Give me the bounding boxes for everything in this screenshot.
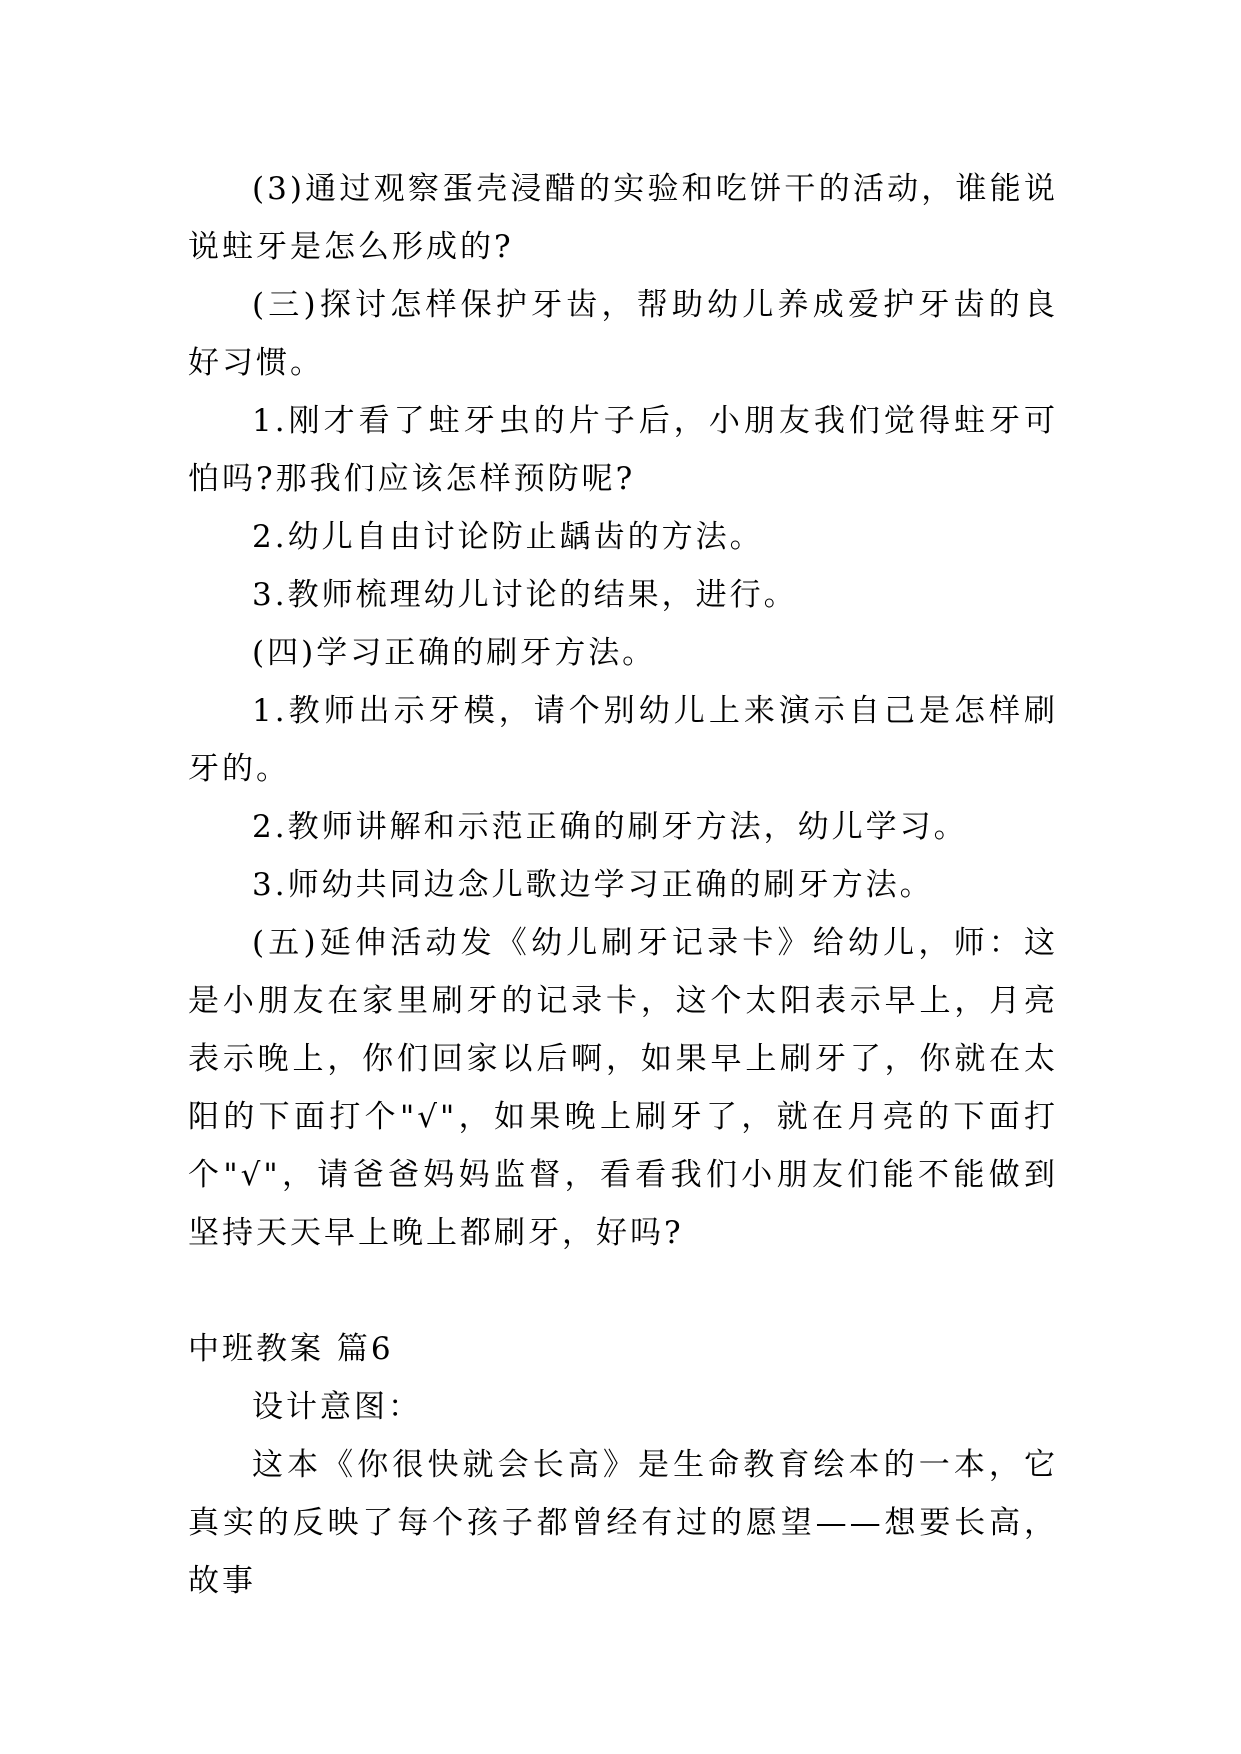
paragraph-step-1: 1.刚才看了蛀牙虫的片子后，小朋友我们觉得蛀牙可怕吗?那我们应该怎样预防呢? <box>188 403 1058 497</box>
paragraph-section-five: (五)延伸活动发《幼儿刷牙记录卡》给幼儿，师：这是小朋友在家里刷牙的记录卡，这个太阳表示早上，月亮表示晚上，你们回家以后啊，如果早上刷牙了，你就在太阳的下面打个"√"，如果晚上刷牙了，就在月亮的下面打个"√"，请爸爸妈妈监督，看看我们小朋友们能不能做到坚持天天早上晚上都刷牙，好吗? <box>188 925 1058 1251</box>
paragraph-section-three: (三)探讨怎样保护牙齿，帮助幼儿养成爱护牙齿的良好习惯。 <box>188 287 1058 381</box>
paragraph-eggshell-question: (3)通过观察蛋壳浸醋的实验和吃饼干的活动，谁能说说蛀牙是怎么形成的? <box>188 171 1058 265</box>
paragraph-section-four: (四)学习正确的刷牙方法。 <box>252 635 657 671</box>
document-page <box>188 160 1058 1610</box>
paragraph-step-3: 3.教师梳理幼儿讨论的结果，进行。 <box>252 577 798 613</box>
paragraph-brushing-step-1: 1.教师出示牙模，请个别幼儿上来演示自己是怎样刷牙的。 <box>188 693 1058 787</box>
section-heading: 中班教案 篇6 <box>188 1331 394 1367</box>
paragraph-design-intent-label: 设计意图： <box>252 1389 422 1425</box>
paragraph-brushing-step-3: 3.师幼共同边念儿歌边学习正确的刷牙方法。 <box>252 867 934 903</box>
paragraph-step-2: 2.幼儿自由讨论防止龋齿的方法。 <box>252 519 764 555</box>
paragraph-brushing-step-2: 2.教师讲解和示范正确的刷牙方法，幼儿学习。 <box>252 809 968 845</box>
paragraph-design-intent-body: 这本《你很快就会长高》是生命教育绘本的一本，它真实的反映了每个孩子都曾经有过的愿望——想要长高，故事 <box>188 1447 1058 1599</box>
